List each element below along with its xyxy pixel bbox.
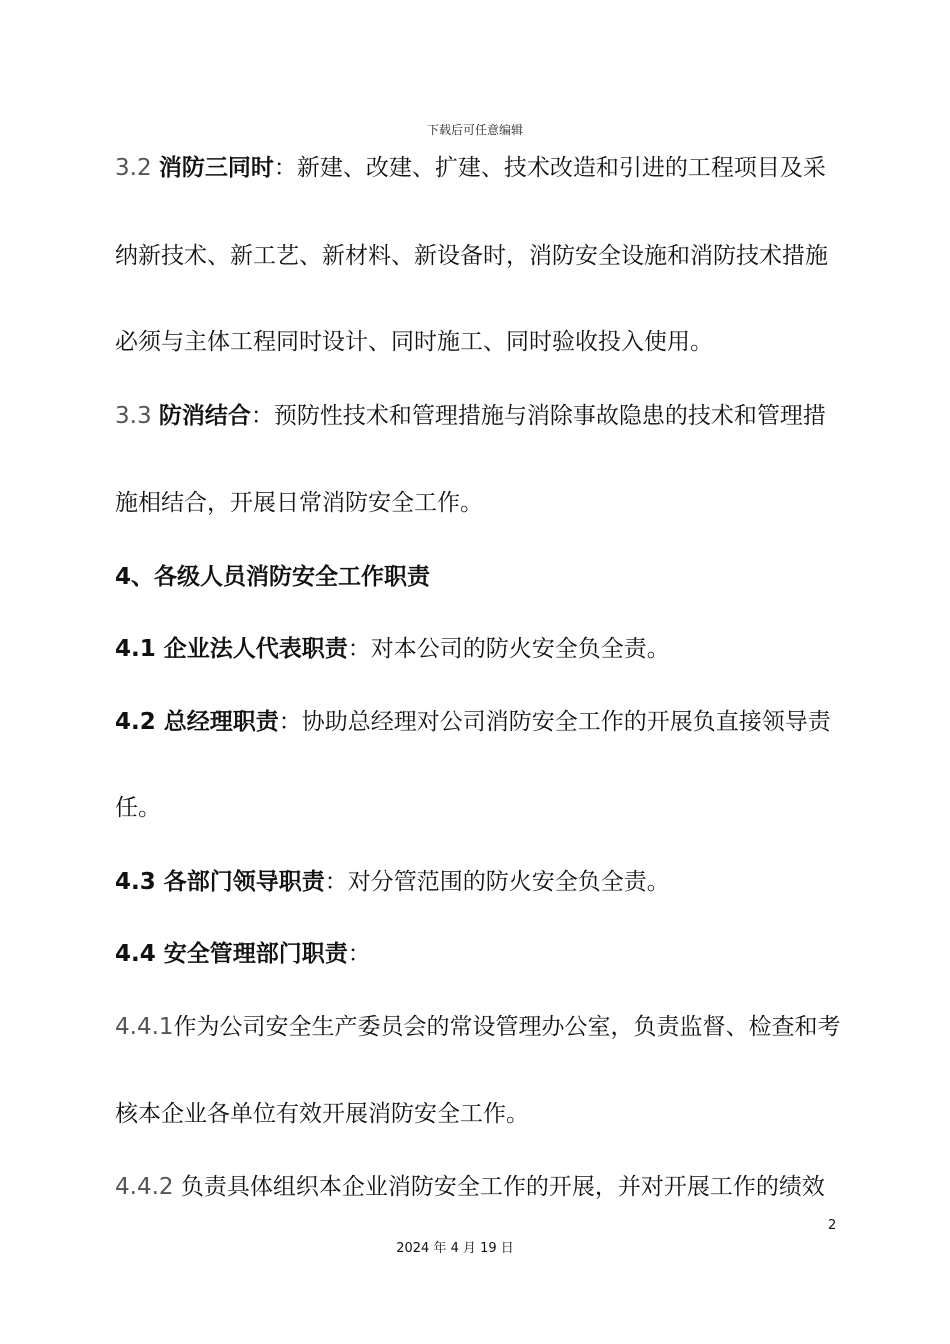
clause-title: 4.2 总经理职责 [115,709,279,735]
clause-text: 作为公司安全生产委员会的常设管理办公室，负责监督、检查和考 [173,1014,841,1040]
clause-text: ：预防性技术和管理措施与消除事故隐患的技术和管理措 [250,403,826,429]
clause-number: 3.2 [115,155,152,181]
clause-4-4-2-line-1 [115,1172,845,1202]
clause-3-2-line-3 [115,327,845,357]
clause-text: ：协助总经理对公司消防安全工作的开展负直接领导责 [278,709,831,735]
clause-text: 施相结合，开展日常消防安全工作。 [115,490,483,516]
clause-4-4 [115,939,845,969]
clause-text: 任。 [115,795,161,821]
section-4-heading [115,562,845,592]
clause-title: 消防三同时 [158,155,274,181]
clause-3-2-line-1 [115,153,845,183]
clause-4-2-line-2 [115,793,845,823]
clause-3-3-line-2 [115,488,845,518]
clause-title: 4.1 企业法人代表职责 [115,636,348,662]
clause-4-3 [115,867,845,897]
clause-3-3-line-1 [115,401,845,431]
section-title: 4、各级人员消防安全工作职责 [115,564,431,590]
clause-number: 4.4.1 [115,1014,174,1040]
footer-date: 2024 年 4 月 19 日 [396,1241,514,1256]
clause-title: 4.4 安全管理部门职责 [115,941,348,967]
clause-text: 必须与主体工程同时设计、同时施工、同时验收投入使用。 [115,329,713,355]
page-header: 下载后可任意编辑 [426,123,523,137]
clause-text: ：对本公司的防火安全负全责。 [347,636,670,662]
clause-text: 负责具体组织本企业消防安全工作的开展，并对开展工作的绩效 [173,1174,825,1200]
clause-text: 纳新技术、新工艺、新材料、新设备时，消防安全设施和消防技术措施 [115,243,828,269]
clause-4-2-line-1 [115,707,845,737]
clause-text: 核本企业各单位有效开展消防安全工作。 [115,1101,529,1127]
clause-title: 防消结合 [158,403,251,429]
clause-3-2-line-2 [115,241,845,271]
clause-text: ：新建、改建、扩建、技术改造和引进的工程项目及采 [273,155,826,181]
clause-title: 4.3 各部门领导职责 [115,869,325,895]
page-number: 2 [828,1218,837,1233]
clause-number: 4.4.2 [115,1174,174,1200]
clause-text: ： [347,941,371,967]
clause-4-1 [115,634,845,664]
clause-text: ：对分管范围的防火安全负全责。 [324,869,670,895]
clause-number: 3.3 [115,403,152,429]
clause-4-4-1-line-2 [115,1099,845,1129]
clause-4-4-1-line-1 [115,1012,845,1042]
